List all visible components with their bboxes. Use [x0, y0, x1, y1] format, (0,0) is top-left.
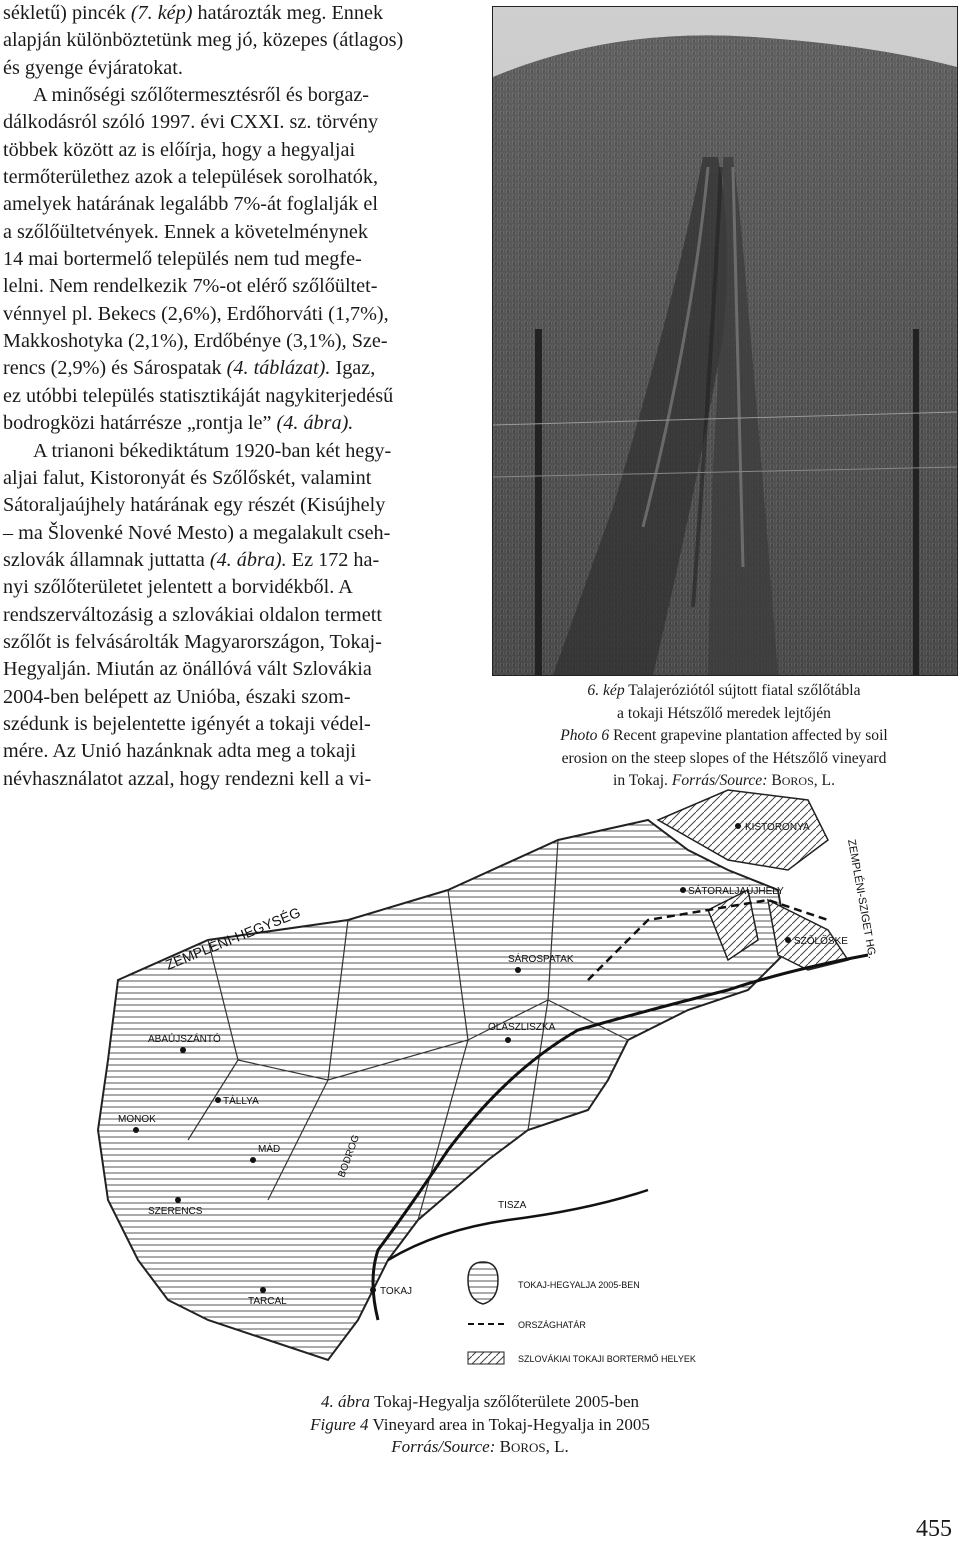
label-abaujszanto: ABAÚJSZÁNTÓ [148, 1034, 221, 1045]
legend-orszaghatar: ORSZÁGHATÁR [518, 1320, 586, 1330]
text-line: 2004-ben belépett az Unióba, északi szom- [3, 685, 351, 708]
text-line: Hegyalján. Miután az önállóvá vált Szlovákia [3, 658, 372, 681]
text-line: rendszerváltozásig a szlovákiai oldalon termett [3, 603, 382, 626]
map-illustration [88, 780, 898, 1385]
text-line: névhasználatot azzal, hogy rendezni kell a vi- [3, 767, 372, 790]
label-zempleni-sziget: ZEMPLÉNI-SZIGET HG. [845, 838, 878, 960]
text-line: A trianoni békediktátum 1920-ban két hegy- [33, 439, 392, 462]
text-line: bodrogközi határrésze „rontja le” (4. ábra). [3, 412, 354, 435]
map-caption [200, 1391, 760, 1460]
text-line: mére. Az Unió hazánknak adta meg a tokaji [3, 740, 357, 763]
text-line: Makkoshotyka (2,1%), Erdőbénye (3,1%), Sze- [3, 330, 388, 353]
label-sarospatak: SÁROSPATAK [508, 954, 574, 965]
caption-line: Forrás/Source: BOROS, L. [391, 1437, 569, 1456]
label-szerencs: SZERENCS [148, 1206, 203, 1217]
text-line: rencs (2,9%) és Sárospatak (4. táblázat). Igaz, [3, 357, 376, 380]
legend-szlovakiai: SZLOVÁKIAI TOKAJI BORTERMŐ HELYEK [518, 1354, 696, 1364]
text-line: szlovák államnak juttatta (4. ábra). Ez 172 ha- [3, 548, 380, 571]
label-satoraljaujhely: SÁTORALJAÚJHELY [688, 886, 784, 897]
text-line: a szőlőültetvények. Ennek a követelménynek [3, 220, 368, 243]
label-tarcal: TARCAL [248, 1296, 287, 1307]
caption-line: 6. kép Talajeróziótól sújtott fiatal szőlőtábla [587, 682, 861, 699]
caption-line: erosion on the steep slopes of the Hétszőlő vineyard [561, 749, 887, 767]
label-tokaj: TOKAJ [380, 1286, 413, 1297]
text-line: aljai falut, Kistoronyát és Szőlőskét, valamint [3, 466, 372, 489]
text-line: és gyenge évjáratokat. [3, 56, 183, 79]
text-line: dálkodásról szóló 1997. évi CXXI. sz. törvény [3, 111, 379, 134]
hungarian-area [98, 820, 788, 1360]
text-line: sékletű) pincék (7. kép) határozták meg. Ennek [3, 2, 384, 24]
text-line: vénnyel pl. Bekecs (2,6%), Erdőhorváti (1,7%), [3, 302, 389, 325]
caption-line: Photo 6 Recent grapevine plantation affected by soil [560, 727, 888, 744]
label-olaszliszka: OLASZLISZKA [488, 1022, 556, 1033]
vineyard-erosion-photo [492, 6, 958, 676]
text-line: termőterülethez azok a települések sorolhatók, [3, 166, 378, 189]
tokaj-hegyalja-map [88, 780, 898, 1385]
text-line: nyi szőlőterületet jelentett a borvidékből. A [3, 576, 353, 599]
label-monok: MONOK [118, 1114, 156, 1125]
label-mad: MÁD [258, 1144, 281, 1155]
label-tisza: TISZA [498, 1200, 527, 1211]
text-line: ez utóbbi település statisztikáját nagykiterjedésű [3, 384, 394, 407]
body-text-column [3, 0, 463, 793]
label-tallya: TÁLLYA [223, 1096, 259, 1107]
page-number: 455 [916, 1516, 952, 1542]
caption-line: Figure 4 Vineyard area in Tokaj-Hegyalja in 2005 [310, 1414, 650, 1434]
caption-line: a tokaji Hétszőlő meredek lejtőjén [617, 704, 831, 722]
text-line: A minőségi szőlőtermesztésről és borgaz- [33, 84, 370, 107]
photo-caption [492, 680, 956, 793]
text-line: lelni. Nem rendelkezik 7%-ot elérő szőlőültet- [3, 275, 378, 298]
text-line: alapján különböztetünk meg jó, közepes (átlagos) [3, 29, 404, 52]
caption-line: 4. ábra Tokaj-Hegyalja szőlőterülete 2005-ben [320, 1392, 640, 1411]
label-szoloske: SZŐLŐSKE [794, 936, 848, 947]
label-zempleni-hegyseg: ZEMPLÉNI-HEGYSÉG [163, 904, 303, 973]
legend-tokaj-hegyalja: TOKAJ-HEGYALJA 2005-BEN [518, 1280, 640, 1290]
text-line: – ma Šlovenké Nové Mesto) a megalakult cseh- [3, 521, 391, 544]
map-legend [468, 1262, 696, 1364]
label-bodrog: BODROG [336, 1133, 363, 1180]
text-line: Sátoraljaújhely határának egy részét (Kisújhely [3, 494, 386, 517]
label-kistoronya: KISTORONYA [745, 822, 810, 833]
text-line: szédunk is bejelentette igényét a tokaji védel- [3, 712, 371, 735]
photo-illustration [493, 7, 957, 675]
slovak-area-szoloske [768, 900, 848, 970]
text-line: szőlőt is felvásárolták Magyarországon, Tokaj- [3, 630, 382, 653]
caption-line: in Tokaj. Forrás/Source: BOROS, L. [613, 772, 835, 789]
text-line: 14 mai bortermelő település nem tud megfe- [3, 248, 362, 271]
text-line: többek között az is előírja, hogy a hegyaljai [3, 138, 356, 161]
text-line: amelyek határának legalább 7%-át foglalják el [3, 193, 378, 216]
